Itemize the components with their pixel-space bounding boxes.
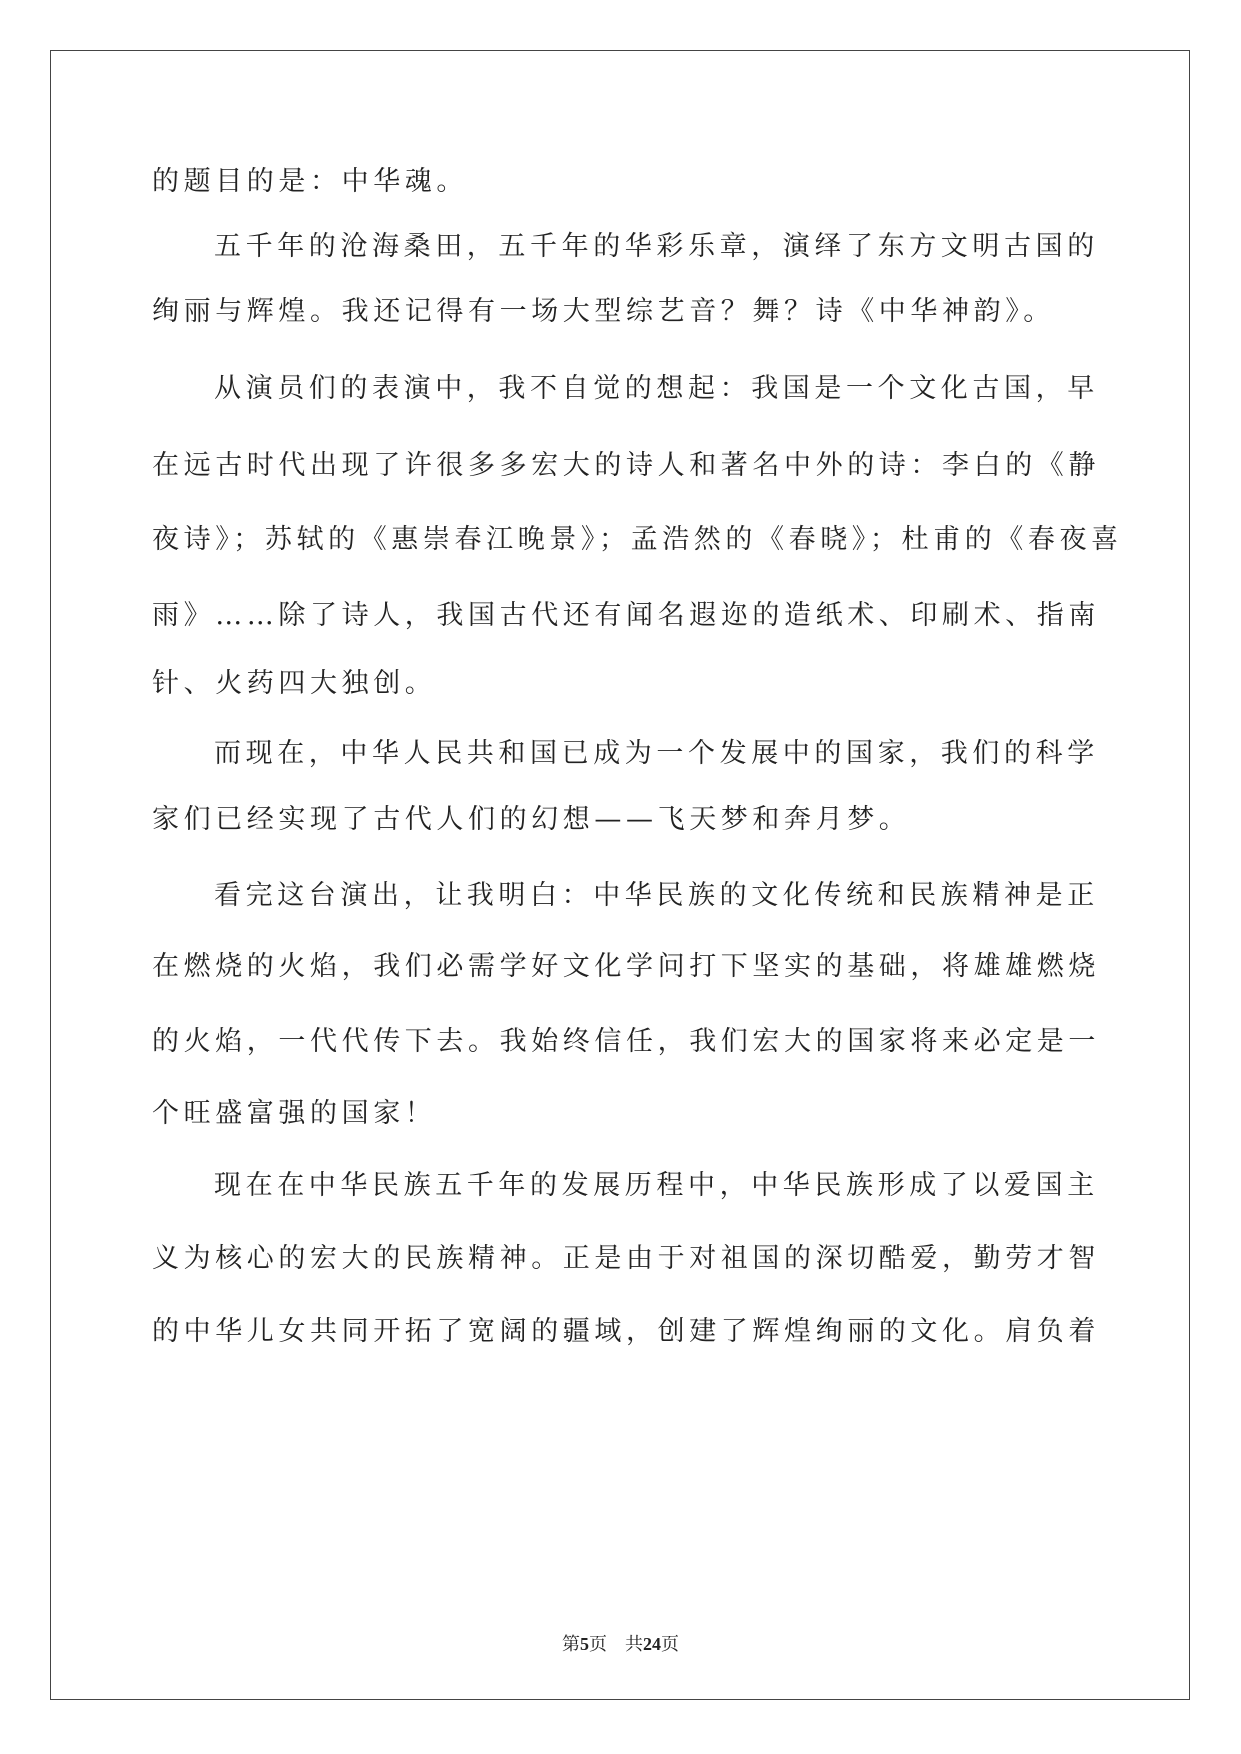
total-pages-number: 24 — [643, 1634, 661, 1654]
text-line: 雨》……除了诗人，我国古代还有闻名遐迩的造纸术、印刷术、指南 — [152, 600, 1100, 631]
footer-total-prefix: 共 — [625, 1634, 643, 1654]
text-line: 现在在中华民族五千年的发展历程中，中华民族形成了以爱国主 — [214, 1170, 1099, 1201]
footer-prefix: 第 — [562, 1634, 580, 1654]
text-line: 个旺盛富强的国家！ — [152, 1098, 437, 1129]
text-line: 五千年的沧海桑田，五千年的华彩乐章，演绎了东方文明古国的 — [214, 231, 1099, 262]
text-line: 针、火药四大独创。 — [152, 668, 437, 699]
page-footer — [0, 1630, 1241, 1656]
text-line: 夜诗》；苏轼的《惠崇春江晚景》；孟浩然的《春晓》；杜甫的《春夜喜 — [152, 524, 1123, 555]
current-page-number: 5 — [580, 1634, 589, 1654]
text-line: 在远古时代出现了许很多多宏大的诗人和著名中外的诗：李白的《静 — [152, 450, 1100, 481]
text-line: 看完这台演出，让我明白：中华民族的文化传统和民族精神是正 — [214, 880, 1099, 911]
text-line: 义为核心的宏大的民族精神。正是由于对祖国的深切酷爱，勤劳才智 — [152, 1243, 1100, 1274]
text-line: 的题目的是：中华魂。 — [152, 166, 468, 197]
text-line: 的火焰，一代代传下去。我始终信任，我们宏大的国家将来必定是一 — [152, 1026, 1100, 1057]
footer-page-suffix: 页 — [589, 1634, 607, 1654]
footer-total-suffix: 页 — [661, 1634, 679, 1654]
text-line: 从演员们的表演中，我不自觉的想起：我国是一个文化古国，早 — [214, 373, 1099, 404]
text-line: 绚丽与辉煌。我还记得有一场大型综艺音？舞？诗《中华神韵》。 — [152, 296, 1055, 327]
text-line: 而现在，中华人民共和国已成为一个发展中的国家，我们的科学 — [214, 738, 1099, 769]
text-line: 家们已经实现了古代人们的幻想——飞天梦和奔月梦。 — [152, 804, 911, 835]
text-line: 在燃烧的火焰，我们必需学好文化学问打下坚实的基础，将雄雄燃烧 — [152, 951, 1100, 982]
text-line: 的中华儿女共同开拓了宽阔的疆域，创建了辉煌绚丽的文化。肩负着 — [152, 1316, 1100, 1347]
